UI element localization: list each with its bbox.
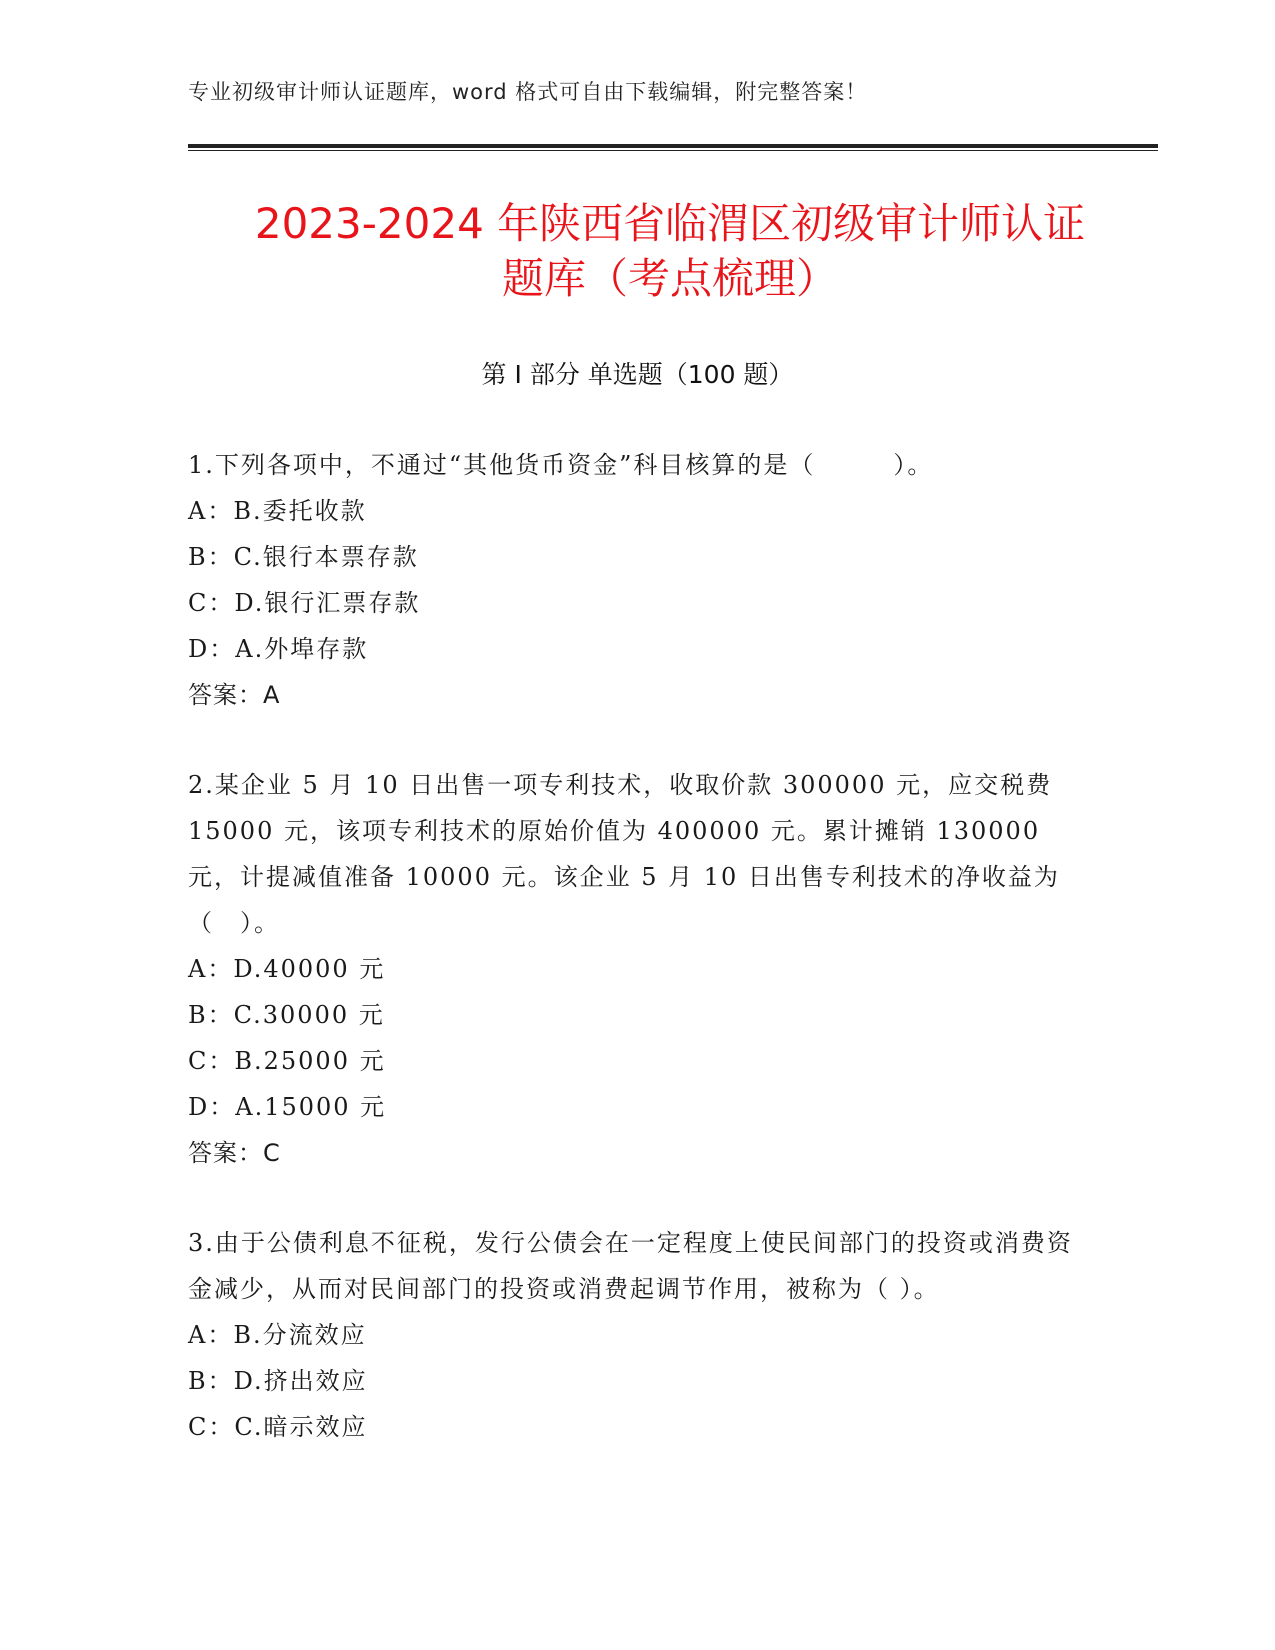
question-3 xyxy=(188,1220,1088,1450)
title-line-2: 题库（考点梳理） xyxy=(501,254,838,303)
document-title xyxy=(140,196,1200,306)
option-b: B：C.30000 元 xyxy=(188,1001,385,1029)
header-rule-thin xyxy=(188,150,1158,151)
option-c: C：D.银行汇票存款 xyxy=(188,589,421,617)
question-1 xyxy=(188,442,1088,718)
header-rule-thick xyxy=(188,144,1158,148)
option-a: A：B.分流效应 xyxy=(188,1321,367,1349)
option-d: D：A.15000 元 xyxy=(188,1093,387,1121)
option-b: B：C.银行本票存款 xyxy=(188,543,419,571)
option-c: C：C.暗示效应 xyxy=(188,1413,368,1441)
question-list xyxy=(188,442,1088,1494)
question-stem: 2.某企业 5 月 10 日出售一项专利技术，收取价款 300000 元，应交税费 15000 元，该项专利技术的原始价值为 400000 元。累计摊销 130000 元，计提减值准备 10000 元。该企业 5 月 10 日出售专利技术的净收益为（ ）。 xyxy=(188,771,1060,937)
question-stem: 3.由于公债利息不征税，发行公债会在一定程度上使民间部门的投资或消费资金减少，从而对民间部门的投资或消费起调节作用，被称为（ ）。 xyxy=(188,1229,1073,1303)
title-line-1: 2023-2024 年陕西省临渭区初级审计师认证 xyxy=(254,199,1086,248)
answer: 答案：C xyxy=(188,1139,281,1167)
section-title: 第 I 部分 单选题（100 题） xyxy=(481,360,794,389)
option-a: A：B.委托收款 xyxy=(188,497,367,525)
option-c: C：B.25000 元 xyxy=(188,1047,386,1075)
option-a: A：D.40000 元 xyxy=(188,955,386,983)
question-stem: 1.下列各项中，不通过“其他货币资金”科目核算的是（ ）。 xyxy=(188,451,934,479)
option-d: D：A.外埠存款 xyxy=(188,635,369,663)
header-note: 专业初级审计师认证题库，word 格式可自由下载编辑，附完整答案！ xyxy=(188,80,868,104)
question-2 xyxy=(188,762,1088,1176)
answer: 答案：A xyxy=(188,681,281,709)
option-b: B：D.挤出效应 xyxy=(188,1367,368,1395)
